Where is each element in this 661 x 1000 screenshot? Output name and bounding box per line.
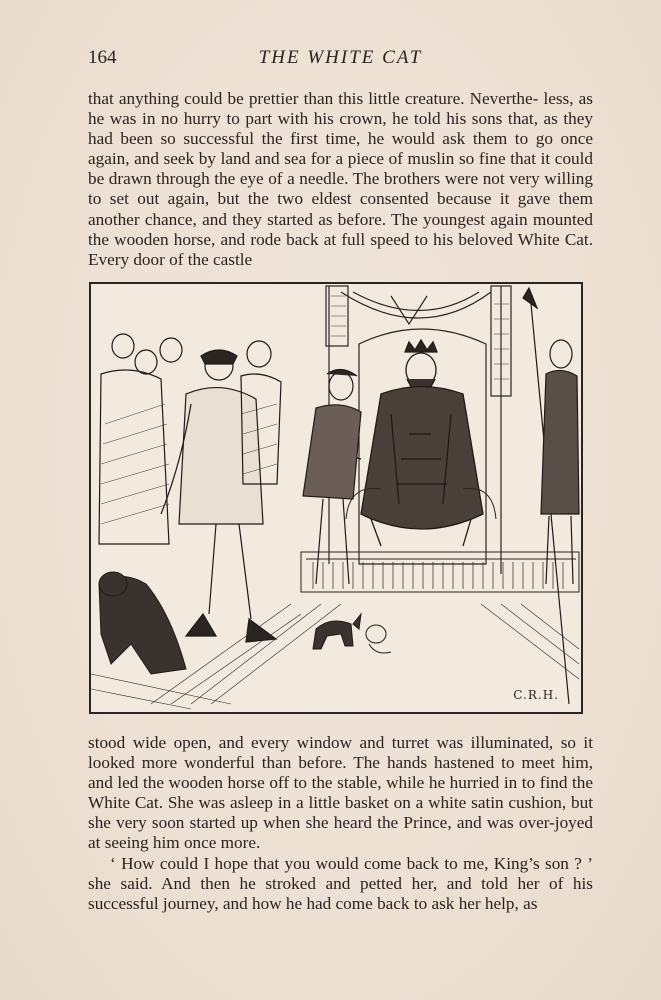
illustration-drawing	[91, 284, 581, 712]
running-title: THE WHITE CAT	[258, 47, 423, 68]
running-head	[88, 47, 593, 73]
paragraph: that anything could be prettier than this little creature. Neverthe- less, as he was in no hurry to part with his crown, he told his sons that, as they had been so successful the first time, he would ask them to go once again, and seek by land and sea for a piece of muslin so fine that it could be drawn through the eye of a needle. The brothers were not very willing to set out again, but the two eldest consented because it gave them another chance, and they started as before. The youngest again mounted the wooden horse, and rode back at full speed to his beloved White Cat. Every door of the castle	[88, 89, 593, 269]
body-text-top	[88, 89, 593, 270]
illustration	[89, 282, 583, 714]
paragraph: stood wide open, and every window and turret was illuminated, so it looked more wonderful than before. The hands hastened to meet him, and led the wooden horse off to the stable, while he hurried in to find the White Cat. She was asleep in a little basket on a white satin cushion, but she very soon started up when she heard the Prince, and was over-joyed at seeing him once more.	[88, 733, 593, 853]
artist-signature: C.R.H.	[513, 688, 559, 702]
page-number: 164	[88, 47, 117, 68]
body-text-bottom	[88, 733, 593, 914]
paragraph: ‘ How could I hope that you would come back to me, King’s son ? ’ she said. And then he stroked and petted her, and told her of his successful journey, and how he had come back to ask her help, as	[88, 853, 593, 913]
